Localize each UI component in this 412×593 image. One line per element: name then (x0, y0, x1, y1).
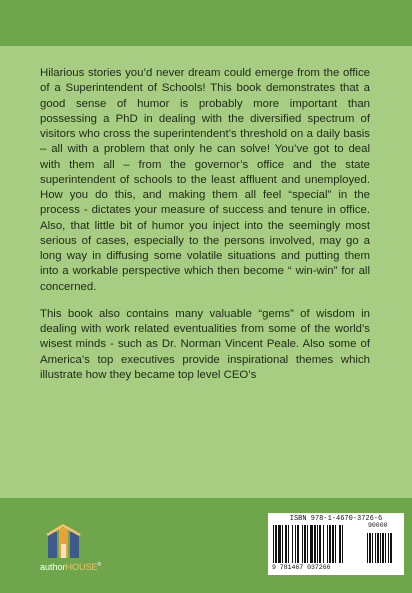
house-logo-icon (46, 524, 106, 560)
publisher-name (40, 562, 130, 576)
description-paragraph-2: This book also contains many valuable “gems” of wisdom in dealing with work related eventualities from some of the world’s wisest minds - such as Dr. Norman Vincent Peale. Also some of America’s top executives provide inspirational themes which illustrate how they became top level CEO’s (40, 307, 370, 381)
barcode-digits (272, 522, 400, 573)
barcode-main-digits: 9 781467 037266 (272, 564, 331, 571)
description-paragraph-1: Hilarious stories you’d never dream could emerge from the office of a Superintendent of Schools! This book demonstrates that a good sense of humor is probably more important than possessing a PhD in dealing with the diversified spectrum of visitors who cross the superintendent’s threshold on a daily basis – all with a problem that only he can solve! You’ve got to deal with them all – from the governor’s office and the state superintendent of schools to the least affluent and unemployed. How you do this, and making them all feel “special” in the process - dictates your measure of success and tenure in office. Also, that little bit of humor you inject into the seemingly most serious of cases, especially to the persons involved, may go a long way in diffusing some volatile situations and putting them into a workable perspective which then become “ win-win” for all concerned. (40, 67, 370, 293)
registered-mark: ® (97, 562, 102, 568)
isbn-label: ISBN 978-1-4670-3726-6 (289, 515, 383, 523)
isbn-barcode (268, 513, 404, 575)
barcode-addon-digits: 90000 (368, 522, 388, 529)
publisher-logo (40, 524, 120, 584)
top-color-band (0, 0, 412, 46)
book-description (40, 66, 370, 395)
barcode-bars-icon (273, 525, 399, 563)
publisher-name-part1: author (40, 562, 66, 572)
publisher-name-part2: HOUSE (65, 562, 98, 572)
